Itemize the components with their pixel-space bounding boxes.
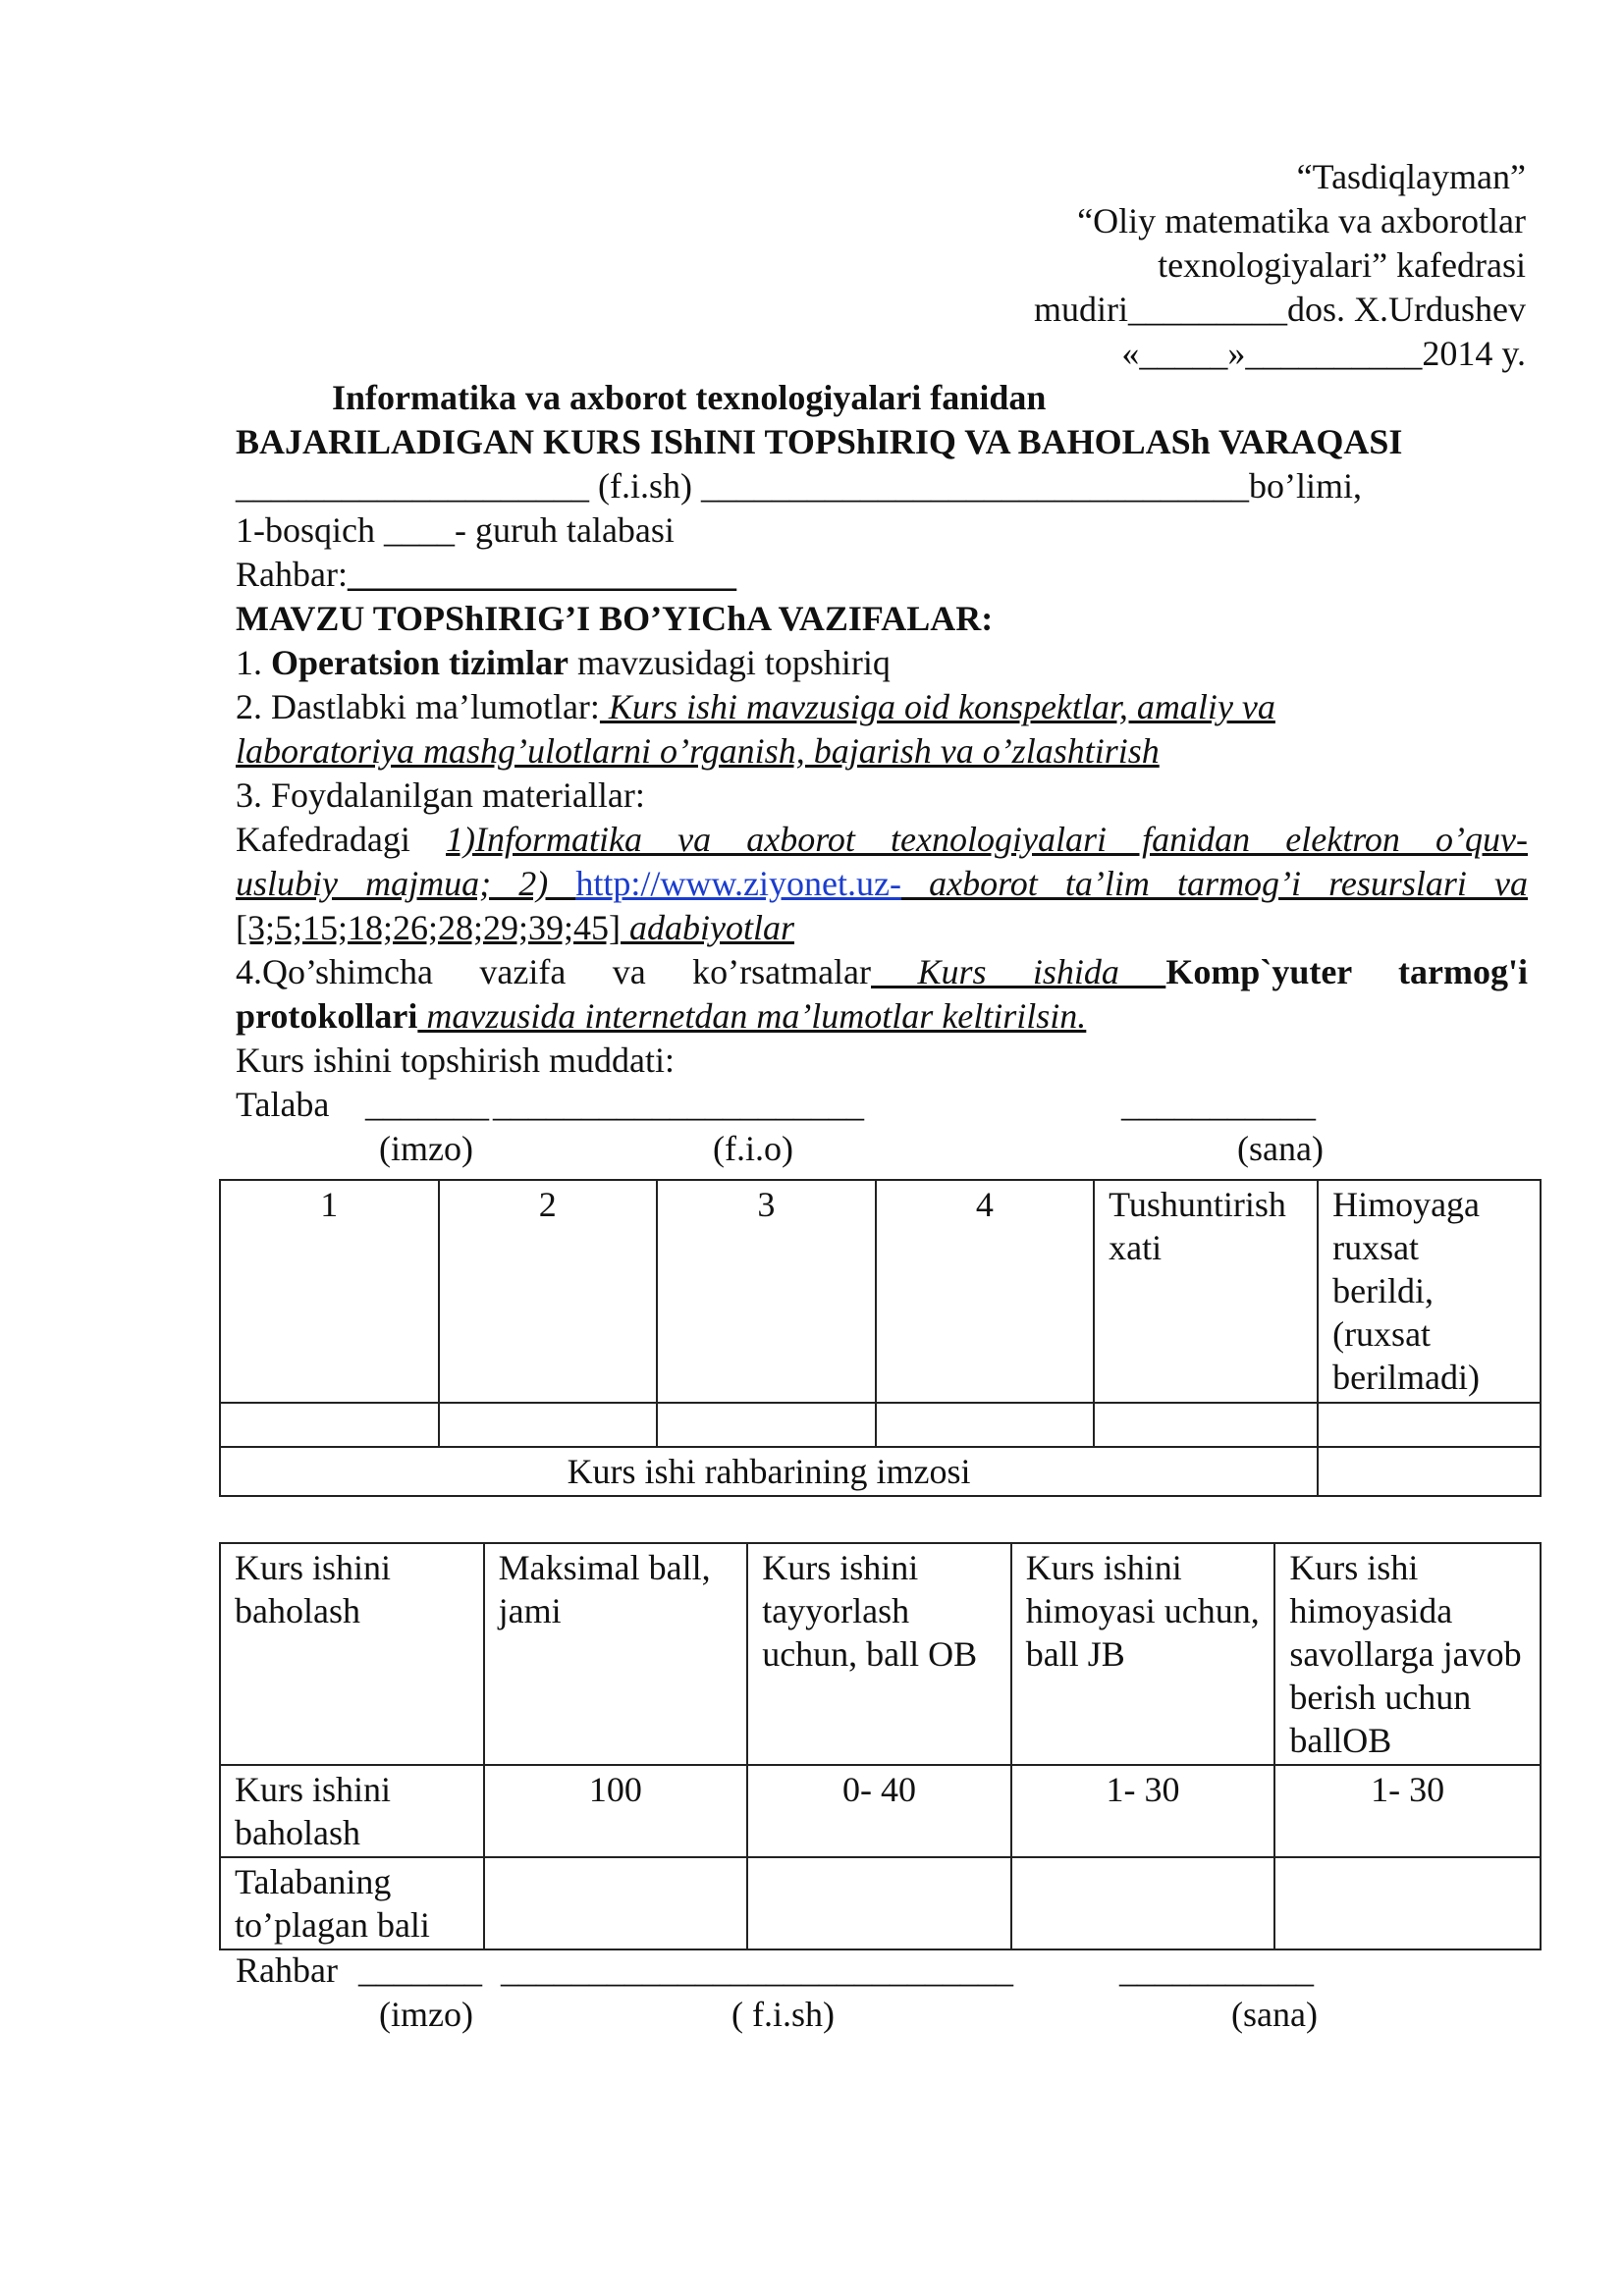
table-cell[interactable]	[1274, 1857, 1541, 1949]
task-4-topic-1: Komp`yuter tarmog'i	[1165, 952, 1528, 991]
task-3-line-1	[236, 818, 1528, 861]
defense-score-range: 1- 30	[1011, 1765, 1275, 1857]
progress-table	[219, 1179, 1542, 1497]
student-score-row	[220, 1857, 1541, 1949]
task-4-line-2	[236, 994, 1086, 1038]
progress-header-row	[220, 1180, 1541, 1403]
supervisor-blank: ______________________	[347, 555, 736, 594]
student-name-caption: (f.i.o)	[713, 1129, 793, 1168]
supervisor-date-caption: (sana)	[1231, 1995, 1318, 2034]
task-1-topic: Operatsion tizimlar	[271, 643, 568, 682]
supervisor-signature-label: Kurs ishi rahbarining imzosi	[220, 1447, 1318, 1496]
grading-criteria-header: Kurs ishini baholash	[220, 1543, 484, 1765]
task-3-label: 3. Foydalanilgan materiallar:	[236, 775, 645, 815]
student-name-blank: _____________________	[493, 1085, 864, 1124]
task-2-text-2: laboratoriya mashg’ulotlarni o’rganish, bajarish va o’zlashtirish	[236, 731, 1160, 771]
answers-score-range: 1- 30	[1274, 1765, 1541, 1857]
approval-line-3: texnologiyalari” kafedrasi	[1158, 245, 1526, 285]
stage-1-header: 1	[220, 1180, 439, 1403]
task-4-italic-2: mavzusida internetdan ma’lumotlar keltirilsin.	[417, 996, 1087, 1036]
title-subject: Informatika va axborot texnologiyalari fanidan	[332, 378, 1047, 417]
tasks-heading: MAVZU TOPShIRIG’I BO’YIChA VAZIFALAR:	[236, 599, 994, 638]
student-date-caption: (sana)	[1237, 1129, 1324, 1168]
task-4-label: Qo’shimcha vazifa va ko’rsatmalar	[262, 952, 872, 991]
task-4-number: 4.	[236, 952, 262, 991]
grading-header-row	[220, 1543, 1541, 1765]
approval-date-line: «_____»__________2014 y.	[1121, 334, 1526, 373]
supervisor-name-blank: _____________________________	[501, 1950, 1013, 1990]
department-label: bo’limi,	[1248, 466, 1362, 506]
approval-line-4: mudiri_________dos. X.Urdushev	[1034, 290, 1526, 329]
supervisor-sign-caption: (imzo)	[379, 1995, 473, 2034]
task-4-line-1	[236, 950, 1528, 993]
ziyonet-link[interactable]: http://www.ziyonet.uz-	[575, 864, 901, 903]
task-1-rest: mavzusidagi topshiriq	[568, 643, 891, 682]
task-3-material-3: axborot ta’lim tarmog’i resurslari va	[900, 864, 1528, 903]
approval-line-2: “Oliy matematika va axborotlar	[1077, 201, 1526, 240]
task-3-refs: [3;5;15;18;26;28;29;39;45]	[236, 908, 621, 947]
max-score-value: 100	[484, 1765, 748, 1857]
department-blank: _______________________________	[700, 466, 1249, 506]
supervisor-date-blank: ___________	[1119, 1950, 1314, 1990]
supervisor-sign-label: Rahbar	[236, 1950, 338, 1990]
student-blank: ____________________	[236, 466, 589, 506]
table-cell[interactable]	[220, 1403, 439, 1447]
student-line	[236, 464, 1362, 507]
table-cell[interactable]	[1094, 1403, 1318, 1447]
table-cell[interactable]	[1318, 1403, 1541, 1447]
task-3-material-1: 1)Informatika va axborot texnologiyalari fanidan elektron o’quv-	[446, 820, 1528, 859]
preparation-score-header: Kurs ishini tayyorlash uchun, ball OB	[747, 1543, 1011, 1765]
student-date-blank: ___________	[1121, 1085, 1316, 1124]
grading-max-row	[220, 1765, 1541, 1857]
defense-permission-header: Himoyaga ruxsat berildi, (ruxsat berilmadi)	[1318, 1180, 1541, 1403]
explanatory-note-header: Tushuntirish xati	[1094, 1180, 1318, 1403]
fish-caption: (f.i.sh)	[589, 466, 701, 506]
task-2-label: 2. Dastlabki ma’lumotlar:	[236, 687, 600, 726]
grading-row-label: Kurs ishini baholash	[220, 1765, 484, 1857]
supervisor-line	[236, 553, 736, 596]
table-cell[interactable]	[439, 1403, 658, 1447]
supervisor-signature-row	[220, 1447, 1541, 1496]
task-3-line-2	[236, 862, 1528, 905]
stage-4-header: 4	[876, 1180, 1095, 1403]
supervisor-sign-blank: _______	[358, 1950, 482, 1990]
group-line: 1-bosqich ____- guruh talabasi	[236, 510, 675, 550]
task-3-line-3	[236, 906, 794, 949]
table-cell[interactable]	[876, 1403, 1095, 1447]
progress-empty-row	[220, 1403, 1541, 1447]
table-cell[interactable]	[657, 1403, 876, 1447]
task-3-literature: adabiyotlar	[621, 908, 794, 947]
supervisor-label: Rahbar:	[236, 555, 348, 594]
grading-table	[219, 1542, 1542, 1950]
table-cell[interactable]	[484, 1857, 748, 1949]
student-label: Talaba	[236, 1085, 330, 1124]
deadline-label: Kurs ishini topshirish muddati:	[236, 1041, 676, 1080]
stage-2-header: 2	[439, 1180, 658, 1403]
supervisor-name-caption: ( f.i.sh)	[731, 1995, 835, 2034]
stage-3-header: 3	[657, 1180, 876, 1403]
preparation-score-range: 0- 40	[747, 1765, 1011, 1857]
defense-score-header: Kurs ishini himoyasi uchun, ball JB	[1011, 1543, 1275, 1765]
task-3-prefix: Kafedradagi	[236, 820, 447, 859]
task-2-text-1: Kurs ishi mavzusiga oid konspektlar, amaliy va	[599, 687, 1275, 726]
task-2	[236, 685, 1275, 728]
task-4-topic-2: protokollari	[236, 996, 418, 1036]
student-sign-caption: (imzo)	[379, 1129, 473, 1168]
approval-line-1: “Tasdiqlayman”	[1296, 157, 1526, 196]
max-score-header: Maksimal ball, jami	[484, 1543, 748, 1765]
student-score-label: Talabaning to’plagan bali	[220, 1857, 484, 1949]
answers-score-header: Kurs ishi himoyasida savollarga javob berish uchun ballOB	[1274, 1543, 1541, 1765]
table-cell[interactable]	[747, 1857, 1011, 1949]
task-4-italic-1: Kurs ishida	[871, 952, 1166, 991]
student-sign-blank: _______	[365, 1085, 489, 1124]
task-3-material-2: uslubiy majmua; 2)	[236, 864, 576, 903]
title-main: BAJARILADIGAN KURS IShINI TOPShIRIQ VA BAHOLASh VARAQASI	[236, 422, 1403, 461]
task-1	[236, 641, 891, 684]
task-1-number: 1.	[236, 643, 271, 682]
supervisor-signature-cell[interactable]	[1318, 1447, 1541, 1496]
table-cell[interactable]	[1011, 1857, 1275, 1949]
